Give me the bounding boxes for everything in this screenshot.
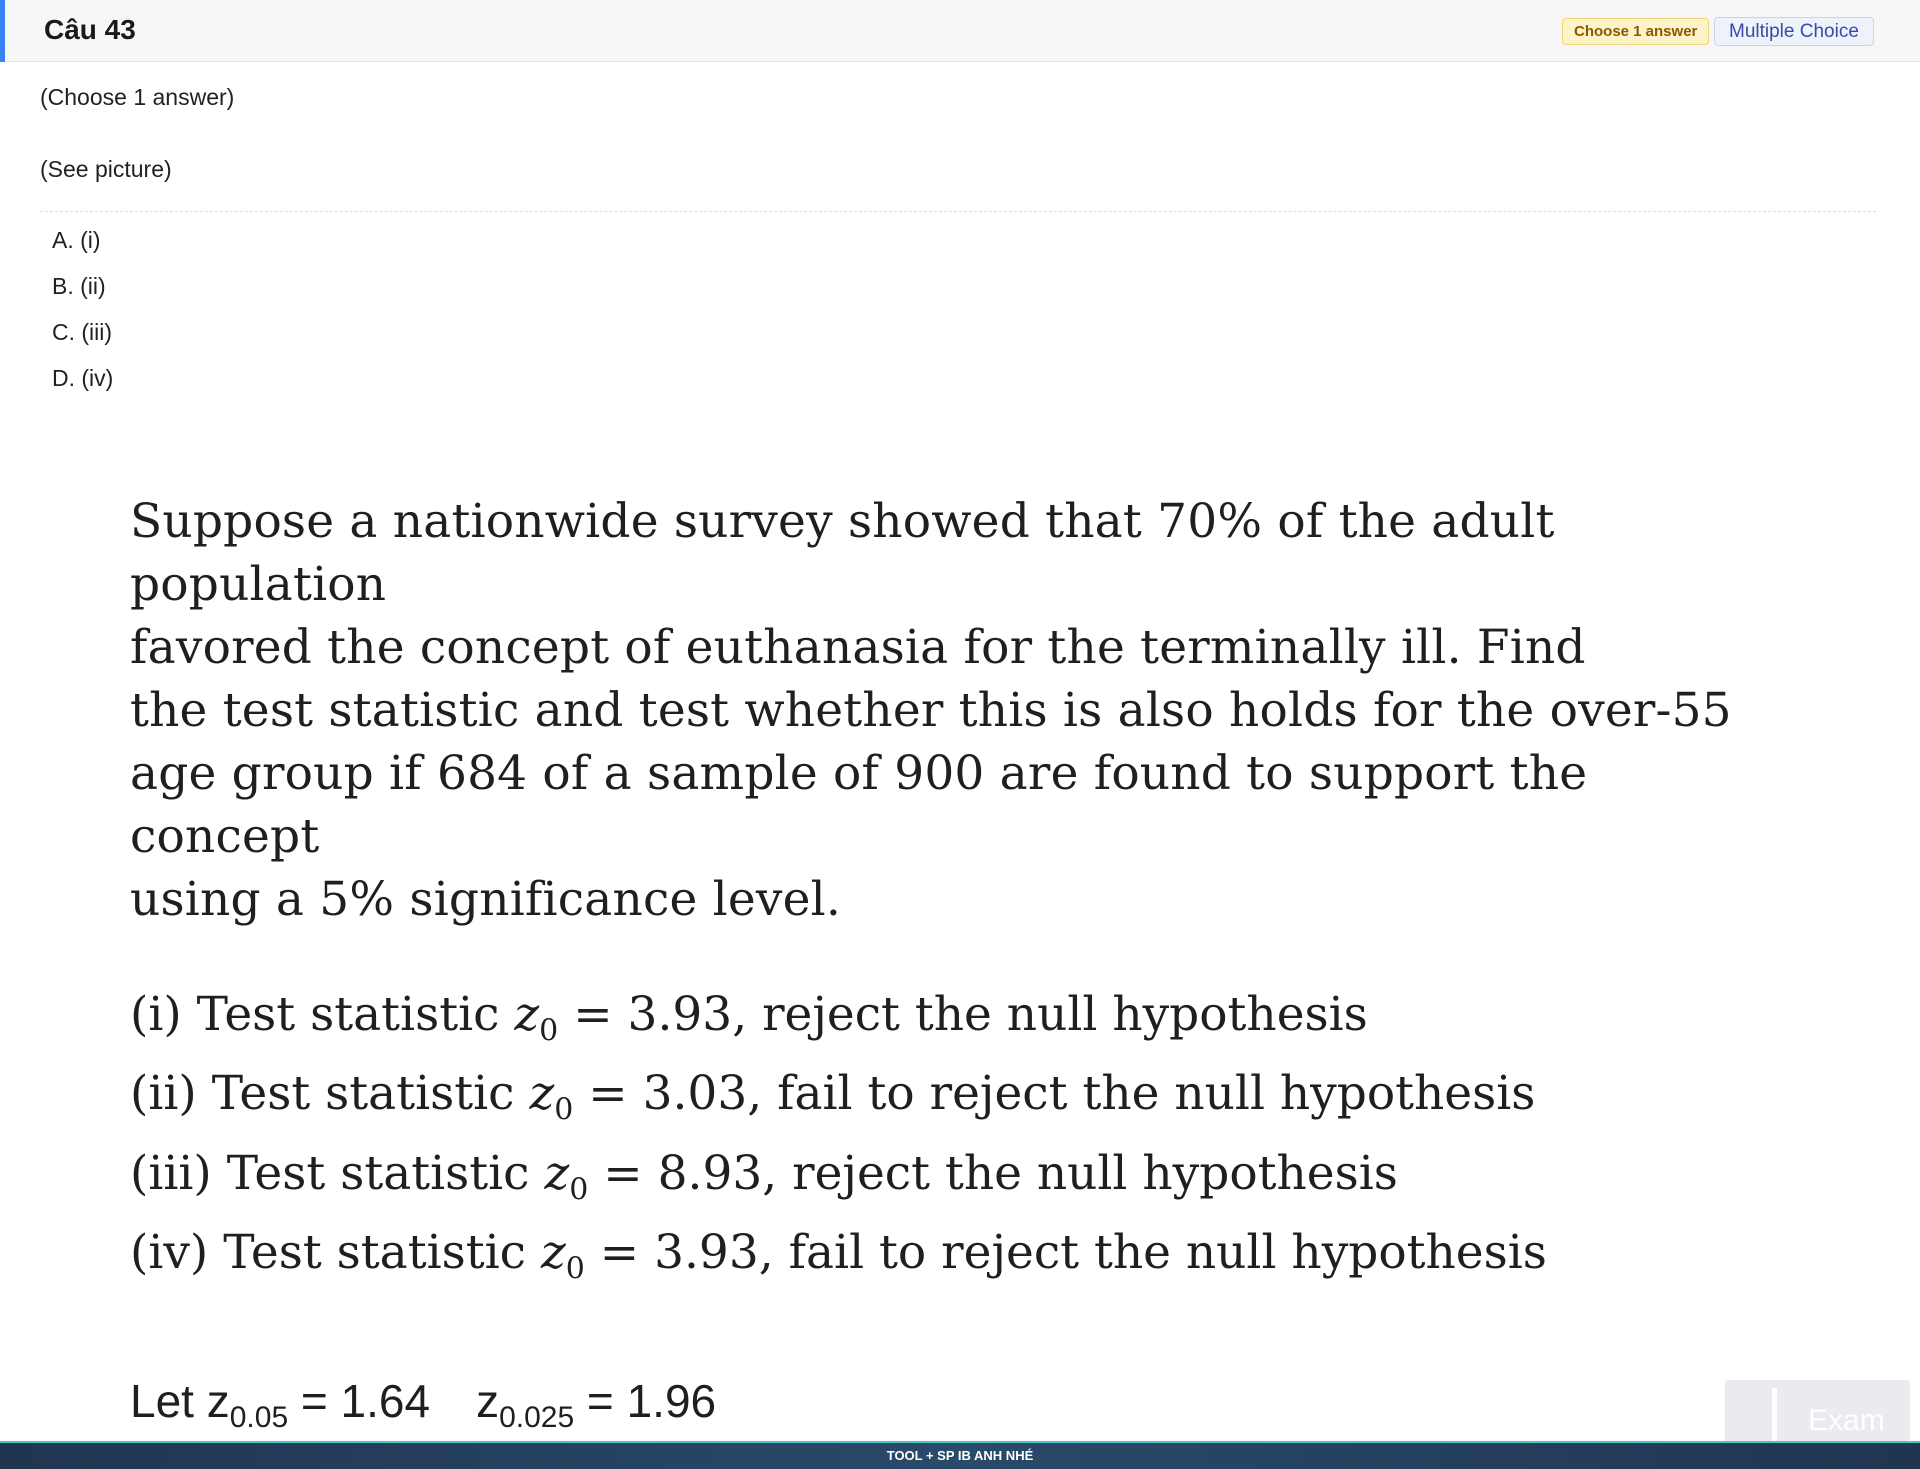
given-let: Let z xyxy=(130,1374,230,1427)
question-header xyxy=(0,0,1920,62)
statement-list xyxy=(130,983,1790,1301)
paragraph-line: using a 5% significance level. xyxy=(130,872,842,927)
statement-prefix: Test statistic xyxy=(223,1225,526,1281)
question-type-badge: Multiple Choice xyxy=(1714,17,1874,46)
z-subscript: 0 xyxy=(554,1092,574,1128)
statement-value: = 3.93, reject the null hypothesis xyxy=(573,987,1368,1042)
statement-i xyxy=(130,983,1790,1062)
statement-iii xyxy=(130,1142,1790,1221)
z-subscript: 0 xyxy=(565,1251,585,1287)
answer-options xyxy=(52,225,113,409)
answer-option-a[interactable]: A. (i) xyxy=(52,227,101,253)
given-z2: z xyxy=(476,1374,500,1427)
statement-value: = 3.03, fail to reject the null hypothesis xyxy=(588,1066,1536,1122)
statement-ii xyxy=(130,1062,1790,1141)
choose-answer-badge: Choose 1 answer xyxy=(1562,18,1709,45)
problem-paragraph xyxy=(130,490,1790,931)
header-accent-bar xyxy=(0,0,5,62)
z-symbol: z xyxy=(514,987,540,1042)
critical-values xyxy=(130,1373,1790,1446)
paragraph-line: Suppose a nationwide survey showed that 70% of the adult population xyxy=(130,494,1555,612)
footer-bar xyxy=(0,1441,1920,1469)
statement-prefix: Test statistic xyxy=(196,987,500,1042)
question-title: Câu 43 xyxy=(44,14,136,45)
given-sub-2: 0.025 xyxy=(499,1400,575,1434)
given-sub-1: 0.05 xyxy=(229,1400,289,1434)
z-symbol: z xyxy=(544,1145,570,1201)
question-instruction: (Choose 1 answer) xyxy=(40,84,235,110)
given-value-2: = 1.96 xyxy=(574,1374,717,1427)
answer-option-d[interactable]: D. (iv) xyxy=(52,365,114,391)
paragraph-line: age group if 684 of a sample of 900 are found to support the concept xyxy=(130,746,1588,864)
statement-value: = 8.93, reject the null hypothesis xyxy=(603,1145,1398,1201)
statement-prefix: Test statistic xyxy=(211,1066,515,1122)
z-symbol: z xyxy=(540,1225,566,1281)
z-subscript: 0 xyxy=(569,1172,589,1208)
statement-number: (ii) xyxy=(130,1066,197,1122)
see-picture-note: (See picture) xyxy=(40,156,172,182)
paragraph-line: the test statistic and test whether this is also holds for the over-55 xyxy=(130,683,1732,738)
given-value-1: = 1.64 xyxy=(288,1374,431,1427)
question-picture xyxy=(130,490,1790,1434)
statement-number: (iii) xyxy=(130,1145,212,1201)
statement-prefix: Test statistic xyxy=(226,1145,530,1201)
answer-option-b[interactable]: B. (ii) xyxy=(52,273,106,299)
statement-number: (iv) xyxy=(130,1225,209,1281)
paragraph-line: favored the concept of euthanasia for the terminally ill. Find xyxy=(130,620,1586,675)
z-symbol: z xyxy=(529,1066,555,1122)
z-subscript: 0 xyxy=(539,1013,559,1049)
answer-option-c[interactable]: C. (iii) xyxy=(52,319,113,345)
divider xyxy=(40,211,1876,212)
statement-value: = 3.93, fail to reject the null hypothesis xyxy=(599,1225,1547,1281)
footer-text: TOOL + SP IB ANH NHÉ xyxy=(886,1448,1034,1463)
logo-text: Exam xyxy=(1808,1404,1885,1437)
statement-iv xyxy=(130,1221,1790,1300)
statement-number: (i) xyxy=(130,987,182,1042)
